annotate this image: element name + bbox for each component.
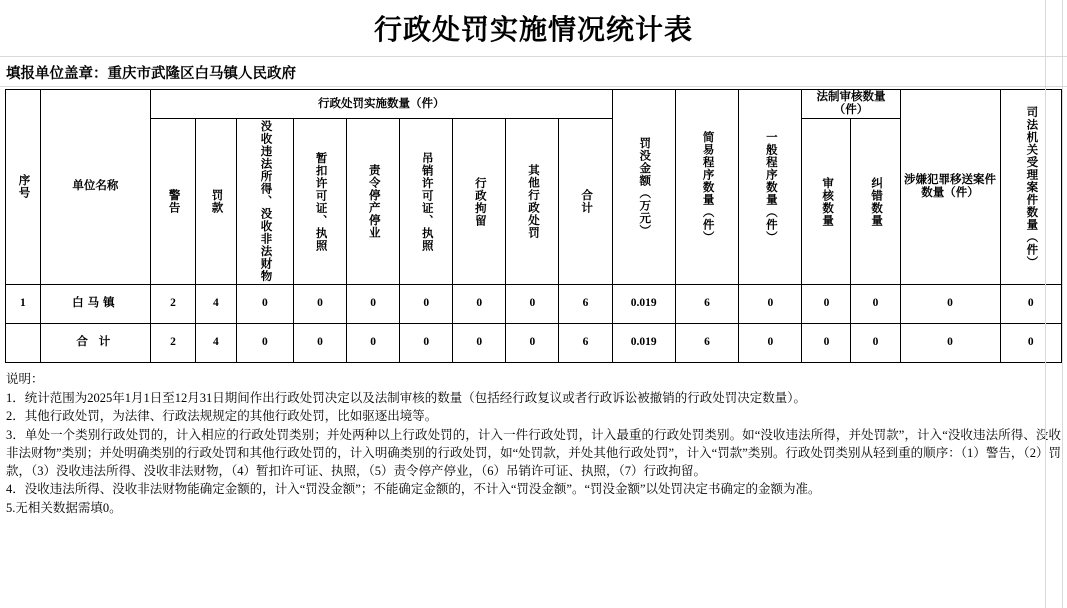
cell-warning-total: 2 xyxy=(151,323,196,362)
cell-confiscate-total: 0 xyxy=(236,323,293,362)
right-margin-line xyxy=(1062,0,1063,608)
header-row-1 xyxy=(6,90,1062,119)
cell-review-count: 0 xyxy=(802,284,851,323)
cell-correction-count-total: 0 xyxy=(851,323,900,362)
cell-suspend-license-total: 0 xyxy=(293,323,346,362)
cell-other-penalty: 0 xyxy=(506,284,559,323)
right-inner-line xyxy=(1045,0,1046,608)
cell-correction-count: 0 xyxy=(851,284,900,323)
cell-simple-procedure-total: 6 xyxy=(675,323,738,362)
cell-fine: 4 xyxy=(195,284,236,323)
table-row-total xyxy=(6,323,1062,362)
cell-judicial-accept-total: 0 xyxy=(1000,323,1061,362)
cell-detention-total: 0 xyxy=(453,323,506,362)
note-item-3: 3．单处一个类别行政处罚的，计入相应的行政处罚类别；并处两种以上行政处罚的，计入一件行政处罚，计入最重的行政处罚类别。如“没收违法所得，并处罚款”，计入“没收违法所得、没收非法财物”类别；并处明确类别的行政处罚和其他行政处罚的，计入明确类别的行政处罚，如“处罚款，并处其他行政处罚”，计入“罚款”类别。行政处罚类别从轻到重的顺序：（1）警告，（2）罚款，（3）没收违法所得、没收非法财物，（4）暂扣许可证、执照，（5）责令停产停业，（6）吊销许可证、执照，（7）行政拘留。 xyxy=(6,428,1061,478)
th-confiscate: 没收违法所得、没收非法财物 xyxy=(236,119,293,285)
cell-general-procedure: 0 xyxy=(739,284,802,323)
cell-warning: 2 xyxy=(151,284,196,323)
th-warning: 警告 xyxy=(151,119,196,285)
note-item-5: 5.无相关数据需填0。 xyxy=(6,501,122,516)
cell-fine-amount: 0.019 xyxy=(612,284,675,323)
th-unit-name: 单位名称 xyxy=(40,90,150,285)
cell-total: 6 xyxy=(559,284,612,323)
stamp-label: 填报单位盖章： xyxy=(6,66,108,82)
th-stop-production: 责令停产停业 xyxy=(347,119,400,285)
notes-section xyxy=(6,371,1061,518)
stamp-line xyxy=(0,54,1067,89)
cell-seq: 1 xyxy=(6,284,41,323)
th-fine: 罚款 xyxy=(195,119,236,285)
cell-unit-name-total: 合 计 xyxy=(40,323,150,362)
cell-stop-production: 0 xyxy=(347,284,400,323)
penalty-statistics-table xyxy=(5,89,1062,363)
th-simple-procedure: 简易程序数量（件） xyxy=(675,90,738,285)
cell-revoke-license: 0 xyxy=(400,284,453,323)
note-item-1: 1．统计范围为2025年1月1日至12月31日期间作出行政处罚决定以及法制审核的数量（包括经行政复议或者行政诉讼被撤销的行政处罚决定数量）。 xyxy=(6,390,807,405)
cell-detention: 0 xyxy=(453,284,506,323)
cell-fine-total: 4 xyxy=(195,323,236,362)
notes-heading: 说明： xyxy=(6,371,44,386)
cell-unit-name: 白马镇 xyxy=(40,284,150,323)
cell-seq-total xyxy=(6,323,41,362)
cell-simple-procedure: 6 xyxy=(675,284,738,323)
cell-suspend-license: 0 xyxy=(293,284,346,323)
cell-total-total: 6 xyxy=(559,323,612,362)
th-fine-amount: 罚没金额（万元） xyxy=(612,90,675,285)
cell-fine-amount-total: 0.019 xyxy=(612,323,675,362)
cell-confiscate: 0 xyxy=(236,284,293,323)
th-crime-transfer: 涉嫌犯罪移送案件数量（件） xyxy=(900,90,1000,285)
cell-revoke-license-total: 0 xyxy=(400,323,453,362)
cell-stop-production-total: 0 xyxy=(347,323,400,362)
th-total: 合计 xyxy=(559,119,612,285)
th-revoke-license: 吊销许可证、执照 xyxy=(400,119,453,285)
th-seq: 序号 xyxy=(6,90,41,285)
table-row xyxy=(6,284,1062,323)
note-item-4: 4．没收违法所得、没收非法财物能确定金额的，计入“罚没金额”；不能确定金额的，不计入“罚没金额”。“罚没金额”以处罚决定书确定的金额为准。 xyxy=(6,482,821,497)
cell-general-procedure-total: 0 xyxy=(739,323,802,362)
th-judicial-accept: 司法机关受理案件数量（件） xyxy=(1000,90,1061,285)
note-item-2: 2．其他行政处罚，为法律、行政法规规定的其他行政处罚，比如驱逐出境等。 xyxy=(6,409,438,424)
th-correction-count: 纠错数量 xyxy=(851,119,900,285)
stamp-value: 重庆市武隆区白马镇人民政府 xyxy=(107,66,296,82)
header-divider xyxy=(0,56,1067,57)
th-penalty-count-group: 行政处罚实施数量（件） xyxy=(151,90,613,119)
cell-crime-transfer: 0 xyxy=(900,284,1000,323)
page-title: 行政处罚实施情况统计表 xyxy=(373,15,693,46)
th-legal-review-group: 法制审核数量（件） xyxy=(802,90,900,119)
cell-review-count-total: 0 xyxy=(802,323,851,362)
cell-crime-transfer-total: 0 xyxy=(900,323,1000,362)
th-detention: 行政拘留 xyxy=(453,119,506,285)
th-other-penalty: 其他行政处罚 xyxy=(506,119,559,285)
th-review-count: 审核数量 xyxy=(802,119,851,285)
cell-judicial-accept: 0 xyxy=(1000,284,1061,323)
th-general-procedure: 一般程序数量（件） xyxy=(739,90,802,285)
cell-other-penalty-total: 0 xyxy=(506,323,559,362)
th-suspend-license: 暂扣许可证、执照 xyxy=(293,119,346,285)
subheader-divider xyxy=(0,86,1067,87)
